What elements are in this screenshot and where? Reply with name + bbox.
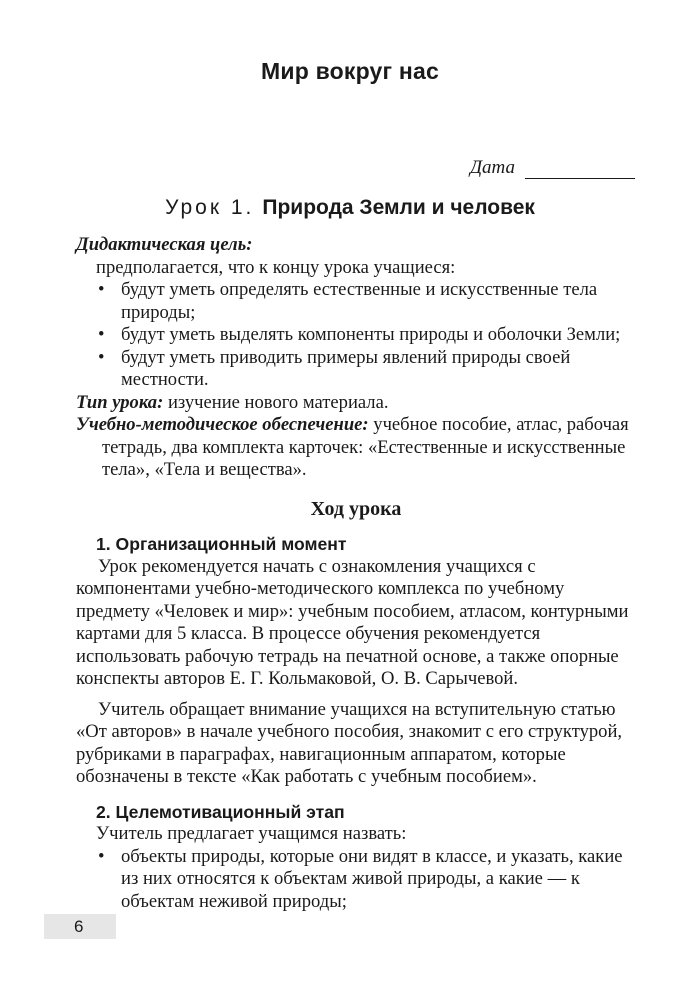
section2-intro: Учитель предлагает учащимся назвать: [96,823,407,844]
support-label: Учебно-методическое обеспечение: [76,414,369,435]
list-item: • будут уметь определять естественные и искусственные тела природы; [98,279,598,323]
support-materials [76,414,636,482]
date-label: Дата [469,157,515,178]
lesson-title [0,196,700,220]
section2-heading: 2. Целемотивационный этап [96,801,345,822]
course-heading: Ход урока [310,497,402,520]
lesson-type [76,392,636,415]
support-text: учебное пособие, атлас, рабочая тетрадь, два комплекта карточек: «Естественные и искусственные тела», «Тела и вещества». [102,414,629,480]
lesson-type-text: изучение нового материала. [163,391,389,413]
section1-paragraph-1: Урок рекомендуется начать с ознакомления учащихся с компонентами учебно-методического комплекса по учебному предмету «Человек и мир»: учебным пособием, атласом, контурными картами для 5 класса. В процессе обучения рекомендуется использовать рабочую тетрадь на печатной основе, а также опорные конспекты авторов Е. Г. Кольмаковой, О. В. Сарычевой. [76,555,629,689]
lesson-number: Урок 1. [165,196,255,219]
section2-bullets [76,846,636,914]
running-title: Мир вокруг нас [261,58,439,84]
goal-bullets [76,279,636,392]
section1-paragraph-2: Учитель обращает внимание учащихся на вступительную статью «От авторов» в начале учебного пособия, знакомит с его структурой, рубриками в параграфах, навигационным аппаратом, которые обозначены в тексте «Как работать с учебным пособием». [76,698,623,787]
date-blank-line [525,160,635,179]
section1-heading: 1. Организационный момент [96,534,347,554]
page-content [76,234,636,913]
list-item: • объекты природы, которые они видят в классе, и указать, какие из них относятся к объектам живой природы, а какие — к объектам неживой природы; [98,845,623,912]
goal-intro: предполагается, что к концу урока учащиеся: [96,256,456,278]
goal-label: Дидактическая цель: [76,234,253,255]
lesson-name: Природа Земли и человек [262,196,535,219]
page-number: 6 [44,914,116,939]
list-item: • будут уметь приводить примеры явлений природы своей местности. [98,346,571,390]
lesson-type-label: Тип урока: [76,391,164,413]
date-field [470,157,635,179]
list-item: • будут уметь выделять компоненты природы и оболочки Земли; [98,324,621,345]
